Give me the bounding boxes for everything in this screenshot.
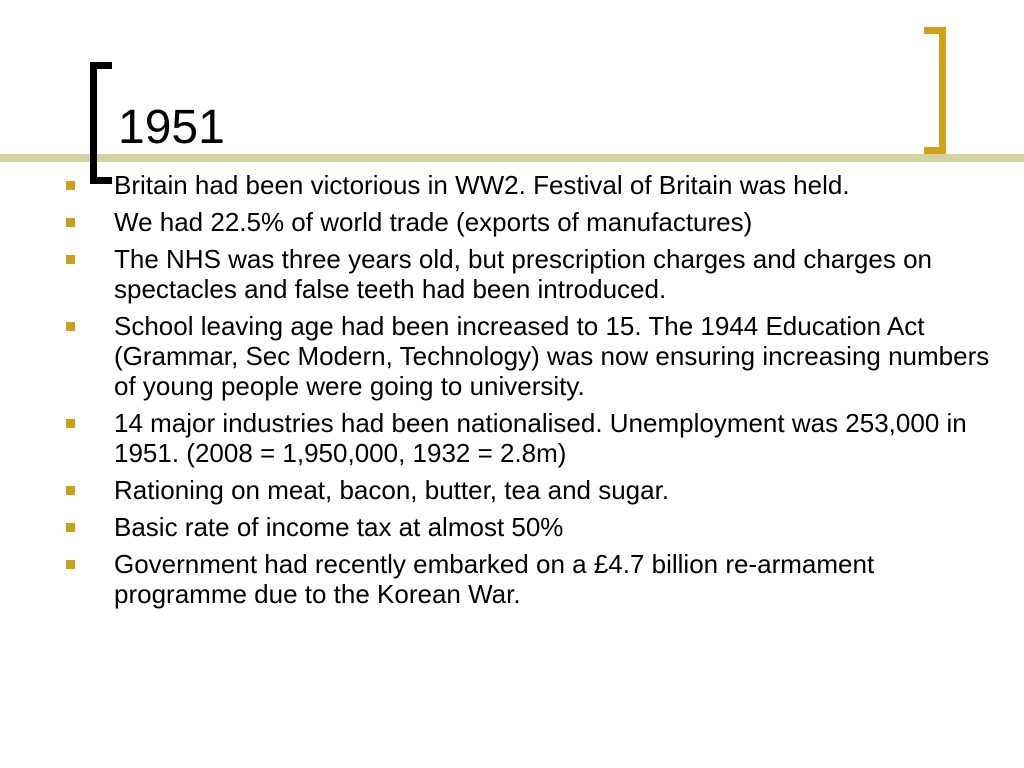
- right-bracket-decoration: [924, 27, 946, 154]
- left-bracket-decoration: [90, 62, 112, 184]
- square-bullet-icon: [66, 523, 75, 532]
- square-bullet-icon: [66, 181, 75, 190]
- bullet-item: [66, 170, 996, 200]
- bullet-item: [66, 549, 996, 609]
- bullet-text: 14 major industries had been nationalised. Unemployment was 253,000 in 1951. (2008 = 1,950,000, 1932 = 2.8m): [114, 408, 967, 468]
- bullet-text: School leaving age had been increased to 15. The 1944 Education Act (Grammar, Sec Modern, Technology) was now ensuring increasing numbers of young people were going to university.: [114, 311, 990, 401]
- bullet-item: [66, 512, 996, 542]
- bullet-text: Government had recently embarked on a £4.7 billion re-armament programme due to the Korean War.: [114, 549, 875, 609]
- bullet-text: Rationing on meat, bacon, butter, tea and sugar.: [114, 475, 670, 505]
- square-bullet-icon: [66, 322, 75, 331]
- bullet-item: [66, 311, 996, 401]
- square-bullet-icon: [66, 560, 75, 569]
- bullet-text: The NHS was three years old, but prescription charges and charges on spectacles and false teeth had been introduced.: [114, 244, 932, 304]
- slide-title: 1951: [118, 101, 225, 154]
- square-bullet-icon: [66, 255, 75, 264]
- square-bullet-icon: [66, 419, 75, 428]
- bullet-text: We had 22.5% of world trade (exports of manufactures): [114, 207, 753, 237]
- square-bullet-icon: [66, 486, 75, 495]
- bullet-item: [66, 244, 996, 304]
- bullet-item: [66, 408, 996, 468]
- bullet-list: [66, 170, 996, 616]
- bullet-text: Britain had been victorious in WW2. Festival of Britain was held.: [114, 170, 850, 200]
- bullet-item: [66, 207, 996, 237]
- bullet-text: Basic rate of income tax at almost 50%: [114, 512, 564, 542]
- square-bullet-icon: [66, 218, 75, 227]
- bullet-item: [66, 475, 996, 505]
